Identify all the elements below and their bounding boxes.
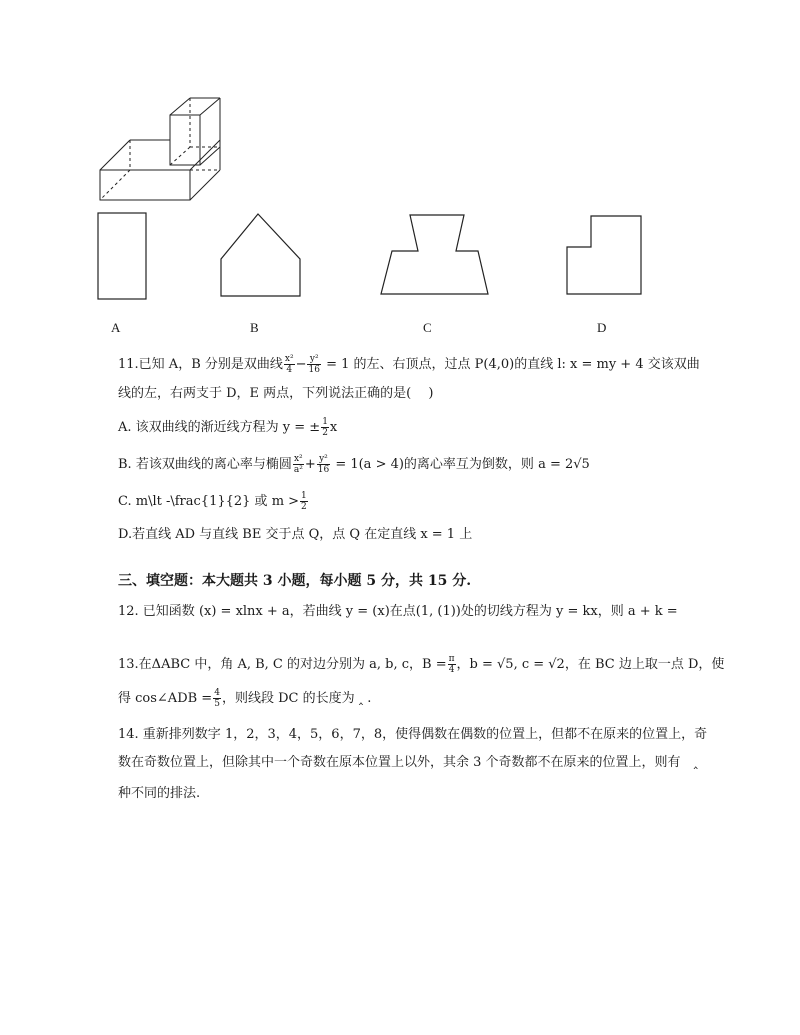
view-options: [80, 205, 680, 315]
q11-text-b: = 1 的左、右顶点，过点 P(4,0)的直线 l: x = my + 4 交该双曲: [326, 357, 700, 372]
view-label-d: D: [597, 320, 607, 335]
q11-frac-y2-16: $\frac{\text{y²}}{16}$: [308, 354, 320, 375]
view-label-b: B: [250, 320, 259, 335]
q11-opt-b-frac2: $\frac{\text{y²}}{16}$: [317, 454, 330, 475]
q11-minus: −: [295, 357, 307, 372]
q12-text: 12. 已知函数 (x) = xlnx + a，若曲线 y = (x)在点(1, (1))处的切线方程为 y = kx，则 a + k =: [118, 604, 678, 619]
section-3-title: 三、填空题：本大题共 3 小题，每小题 5 分，共 15 分.: [118, 573, 472, 589]
q14-line3: 种不同的排法.: [118, 786, 201, 801]
solid-figure-3d: [90, 90, 250, 215]
q13-line1: 13.在ΔABC 中，角 A, B, C 的对边分别为 a, b, c，B = $\frac{\pi}{4}$ ，b = √5, c = √2，在 BC 边上取一点 D，使: [118, 654, 725, 675]
view-label-c: C: [423, 320, 432, 335]
q11-option-a: A. 该双曲线的渐近线方程为 y = ± $\frac{1}{2}$ x: [118, 417, 338, 438]
q13-line2: 得 cos∠ADB = $\frac{4}{5}$ ，则线段 DC 的长度为 ‸ .: [118, 688, 372, 709]
view-d-shape: [567, 216, 641, 294]
q11-option-c: C. m\lt -\frac{1}{2} 或 m > $\frac{1}{2}$: [118, 491, 307, 512]
q11-option-d: D.若直线 AD 与直线 BE 交于点 Q，点 Q 在定直线 x = 1 上: [118, 527, 473, 542]
q11-line1: [118, 354, 700, 375]
q11-frac-x2-4: $\frac{\text{x²}}{4}$: [284, 354, 294, 375]
q14-line2: 数在奇数位置上，但除其中一个奇数在原本位置上以外，其余 3 个奇数都不在原来的位置上，则有 ‸: [118, 755, 698, 770]
view-a-shape: [98, 213, 146, 299]
q14-line1: 14. 重新排列数字 1，2，3，4，5，6，7，8，使得偶数在偶数的位置上，但都不在原来的位置上，奇: [118, 727, 708, 742]
q11-opt-b-frac1: $\frac{\text{x²}}{\text{a²}}$: [293, 454, 303, 475]
q11-line2: 线的左，右两支于 D，E 两点，下列说法正确的是( ): [118, 386, 434, 401]
view-c-shape: [381, 215, 488, 294]
q11-option-b: B. 若该双曲线的离心率与椭圆 $\frac{\text{x²}}{\text{a²}}$ + $\frac{\text{y²}}{16}$ = 1(a > 4)的离心率互为倒数，则 a = 2√5: [118, 454, 590, 475]
q11-opt-a-frac: $\frac{1}{2}$: [322, 417, 328, 438]
q11-opt-c-frac: $\frac{1}{2}$: [301, 491, 307, 512]
view-b-shape: [221, 214, 300, 296]
q13-frac-4-5: $\frac{4}{5}$: [214, 688, 220, 709]
view-label-a: A: [111, 320, 121, 335]
q13-frac-pi-4: $\frac{\pi}{4}$: [448, 654, 455, 675]
q11-text-a: 11.已知 A，B 分别是双曲线: [118, 357, 283, 372]
